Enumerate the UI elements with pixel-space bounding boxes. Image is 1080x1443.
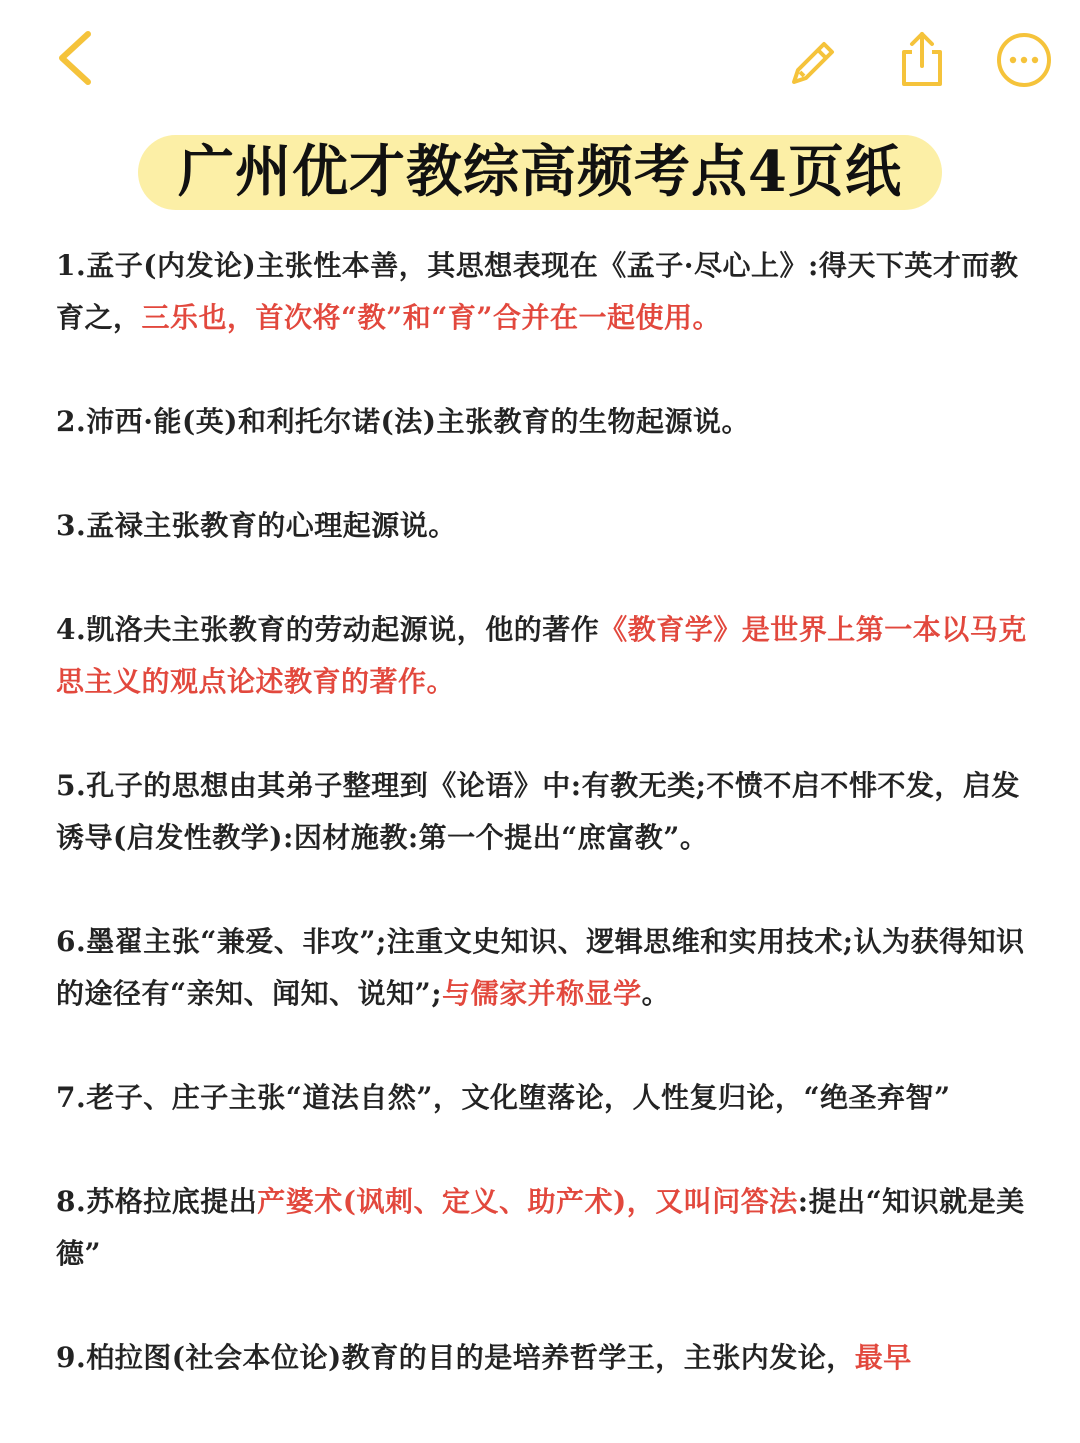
emphasis-text: 产婆术(讽刺、定义、助产术)，又叫问答法	[257, 1185, 798, 1218]
title-highlight	[138, 135, 942, 210]
note-paragraph	[56, 1072, 1028, 1124]
body-text: 6.墨翟主张“兼爱、非攻”;注重文史知识、逻辑思维和实用技术;认为获得知识的途径有“亲知、闻知、说知”;	[56, 925, 1025, 1010]
emphasis-text: 三乐也，首次将“教”和“育”合并在一起使用。	[141, 301, 721, 334]
share-icon[interactable]	[896, 28, 948, 90]
note-paragraph	[56, 1176, 1028, 1280]
body-text: 1.孟子(内发论)主张性本善，其思想表现在《孟子·尽心上》:得天下英才而教育之，	[56, 249, 1019, 334]
note-paragraph	[56, 500, 1028, 552]
paragraph-gap	[56, 864, 1028, 916]
body-text: 。	[641, 977, 671, 1010]
emphasis-text: 与儒家并称显学	[442, 977, 642, 1010]
paragraph-gap	[56, 552, 1028, 604]
body-text: 5.孔子的思想由其弟子整理到《论语》中:有教无类;不愤不启不悱不发，启发诱导(启发性教学):因材施教:第一个提出“庶富教”。	[56, 769, 1020, 854]
body-text: 8.苏格拉底提出	[56, 1185, 258, 1218]
emphasis-text: 《教育学》是世界上第一本以马克思主义的观点论述教育的著作。	[56, 613, 1027, 698]
body-text: 3.孟禄主张教育的心理起源说。	[56, 509, 457, 542]
body-text: 2.沛西·能(英)和利托尔诺(法)主张教育的生物起源说。	[56, 405, 750, 438]
paragraph-gap	[56, 1124, 1028, 1176]
note-title: 广州优才教综高频考点4页纸	[178, 139, 902, 205]
pencil-icon[interactable]	[784, 30, 844, 90]
chevron-left-icon[interactable]	[52, 28, 96, 88]
note-body[interactable]	[56, 240, 1028, 1384]
body-text: 7.老子、庄子主张“道法自然”，文化堕落论，人性复归论，“绝圣弃智”	[56, 1081, 951, 1114]
paragraph-gap	[56, 344, 1028, 396]
note-paragraph	[56, 916, 1028, 1020]
body-text: 9.柏拉图(社会本位论)教育的目的是培养哲学王，主张内发论，	[56, 1341, 855, 1374]
note-paragraph	[56, 1332, 1028, 1384]
paragraph-gap	[56, 708, 1028, 760]
body-text: 4.凯洛夫主张教育的劳动起源说，他的著作	[56, 613, 600, 646]
paragraph-gap	[56, 1280, 1028, 1332]
body-text: :提出“知识就是美德”	[56, 1185, 1025, 1270]
note-paragraph	[56, 396, 1028, 448]
note-paragraph	[56, 760, 1028, 864]
toolbar	[0, 0, 1080, 120]
note-paragraph	[56, 604, 1028, 708]
note-paragraph	[56, 240, 1028, 344]
paragraph-gap	[56, 1020, 1028, 1072]
paragraph-gap	[56, 448, 1028, 500]
more-dots-icon[interactable]	[994, 30, 1054, 90]
emphasis-text: 最早	[854, 1341, 912, 1374]
